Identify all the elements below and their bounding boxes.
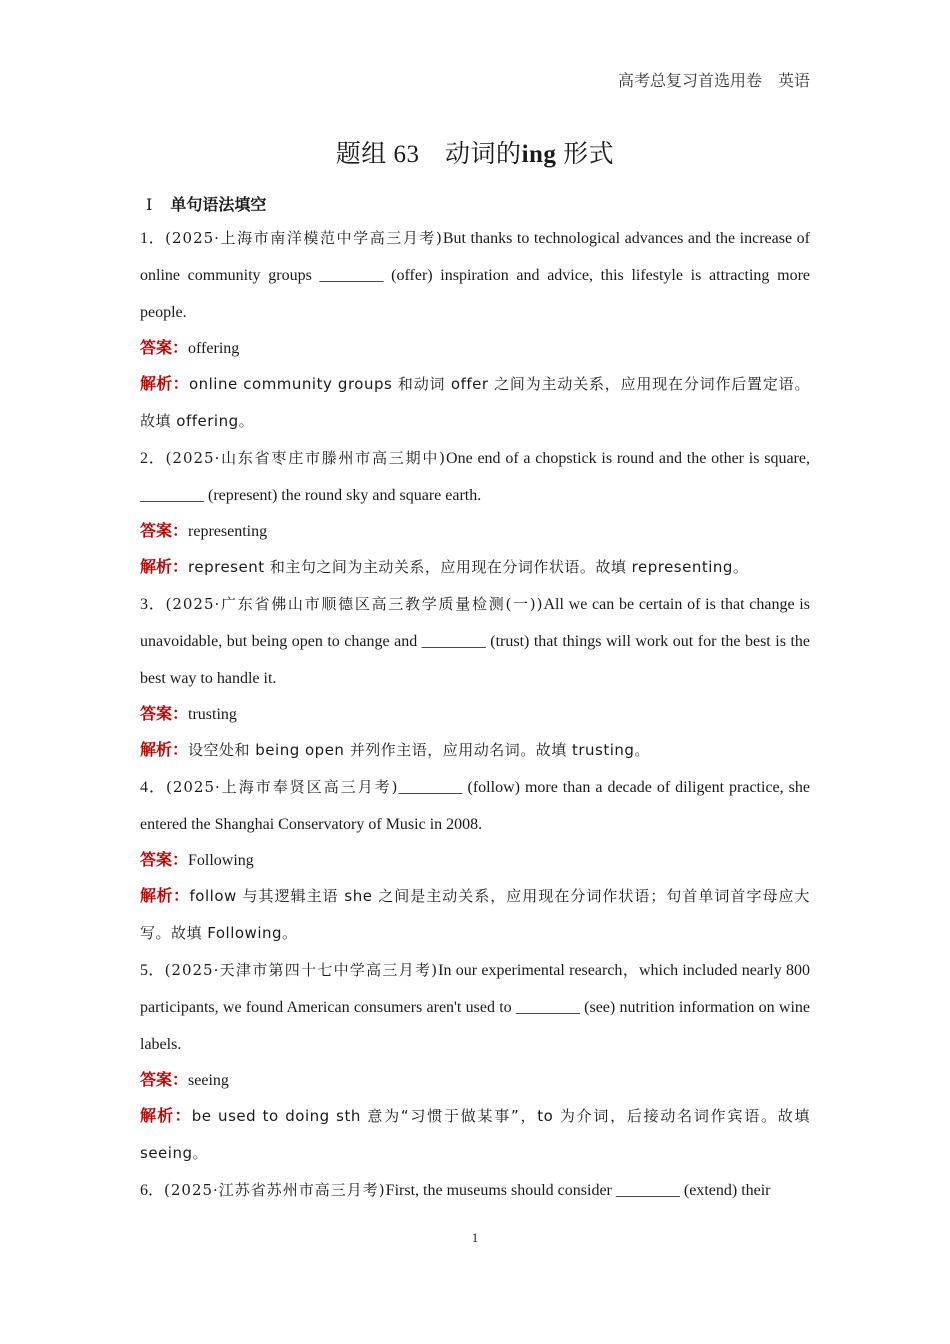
explanation-label: 解析：: [140, 742, 189, 759]
explanation-text: be used to doing sth 意为“习惯于做某事”，to 为介词，后接动名词作宾语。故填 seeing。: [140, 1107, 810, 1162]
answer-label: 答案：: [140, 1072, 189, 1089]
question-source: (2025·天津市第四十七中学高三月考): [164, 961, 439, 979]
title-suffix: 形式: [556, 141, 615, 168]
question-text: 6．(2025·江苏省苏州市高三月考)First, the museums should consider ________ (extend) their: [140, 1181, 771, 1199]
answer-value: offering: [188, 340, 240, 357]
answer-value: Following: [188, 852, 254, 869]
question-4: [140, 769, 810, 952]
question-text: 4．(2025·上海市奉贤区高三月考)________ (follow) more than a decade of diligent practice, she entered the Shanghai Conservatory of Music in 2008.: [140, 778, 810, 833]
answer-value: seeing: [188, 1072, 229, 1089]
question-1: [140, 220, 810, 440]
explanation-line: [140, 878, 810, 952]
section-label: 单句语法填空: [170, 197, 267, 214]
explanation-text: follow 与其逻辑主语 she 之间是主动关系，应用现在分词作状语；句首单词首字母应大写。故填 Following。: [140, 887, 810, 942]
explanation-line: [140, 732, 810, 769]
answer-value: representing: [188, 523, 268, 540]
question-body: All we can be certain of is that change is unavoidable, but being open to change and ________ (trust) that things will work out for the best is the best way to handle it.: [140, 596, 810, 687]
question-text: 3．(2025·广东省佛山市顺德区高三教学质量检测(一))All we can be certain of is that change is unavoidable, but being open to change and ________ (trust) that things will work out for the best is the best way to handle it.: [140, 595, 810, 687]
page-number: 1: [471, 1230, 479, 1245]
explanation-label: 解析：: [140, 559, 189, 576]
explanation-label: 解析：: [140, 888, 190, 905]
question-6: [140, 1172, 810, 1209]
question-body: First, the museums should consider ________ (extend) their: [385, 1182, 771, 1199]
title-bold: ing: [521, 141, 557, 168]
question-source: (2025·江苏省苏州市高三月考): [164, 1181, 386, 1199]
explanation-line: [140, 366, 810, 440]
explanation-line: [140, 549, 810, 586]
question-text: 2．(2025·山东省枣庄市滕州市高三期中)One end of a chopstick is round and the other is square, ________ (represent) the round sky and square earth.: [140, 449, 810, 504]
explanation-text: represent 和主句之间为主动关系，应用现在分词作状语。故填 representing。: [188, 558, 749, 576]
question-body: ________ (follow) more than a decade of diligent practice, she entered the Shanghai Conservatory of Music in 2008.: [140, 779, 810, 833]
answer-value: trusting: [188, 706, 237, 723]
answer-label: 答案：: [140, 523, 189, 540]
explanation-text: online community groups 和动词 offer 之间为主动关系，应用现在分词作后置定语。故填 offering。: [140, 375, 810, 430]
answer-line: [140, 514, 810, 549]
title-prefix: 题组 63 动词的: [335, 141, 522, 168]
question-source: (2025·山东省枣庄市滕州市高三期中): [165, 449, 447, 467]
explanation-label: 解析：: [140, 1108, 192, 1125]
question-text: 1．(2025·上海市南洋模范中学高三月考)But thanks to technological advances and the increase of online community groups ________ (offer) inspiration and advice, this lifestyle is attracting more people.: [140, 229, 810, 321]
explanation-label: 解析：: [140, 376, 189, 393]
question-body: But thanks to technological advances and the increase of online community groups ________ (offer) inspiration and advice, this lifestyle is attracting more people.: [140, 230, 810, 321]
question-body: In our experimental research，which included nearly 800 participants, we found American consumers aren't used to ________ (see) nutrition information on wine labels.: [140, 962, 810, 1053]
section-heading: [140, 192, 266, 215]
question-5: [140, 952, 810, 1172]
section-numeral: Ⅰ: [146, 197, 153, 214]
answer-label: 答案：: [140, 340, 189, 357]
question-3: [140, 586, 810, 769]
answer-label: 答案：: [140, 706, 189, 723]
answer-label: 答案：: [140, 852, 189, 869]
explanation-text: 设空处和 being open 并列作主语，应用动名词。故填 trusting。: [188, 741, 650, 759]
page-title: [0, 134, 950, 170]
answer-line: [140, 1063, 810, 1098]
question-source: (2025·上海市南洋模范中学高三月考): [165, 229, 443, 247]
running-header: 高考总复习首选用卷 英语: [617, 73, 810, 90]
question-body: One end of a chopstick is round and the other is square, ________ (represent) the round sky and square earth.: [140, 450, 810, 504]
question-source: (2025·上海市奉贤区高三月考): [165, 778, 399, 796]
answer-line: [140, 843, 810, 878]
question-2: [140, 440, 810, 586]
question-text: 5．(2025·天津市第四十七中学高三月考)In our experimental research，which included nearly 800 participants, we found American consumers aren't used to ________ (see) nutrition information on wine labels.: [140, 961, 810, 1053]
explanation-line: [140, 1098, 810, 1172]
questions-list: [140, 220, 810, 1209]
answer-line: [140, 697, 810, 732]
answer-line: [140, 331, 810, 366]
question-source: (2025·广东省佛山市顺德区高三教学质量检测(一)): [165, 595, 544, 613]
